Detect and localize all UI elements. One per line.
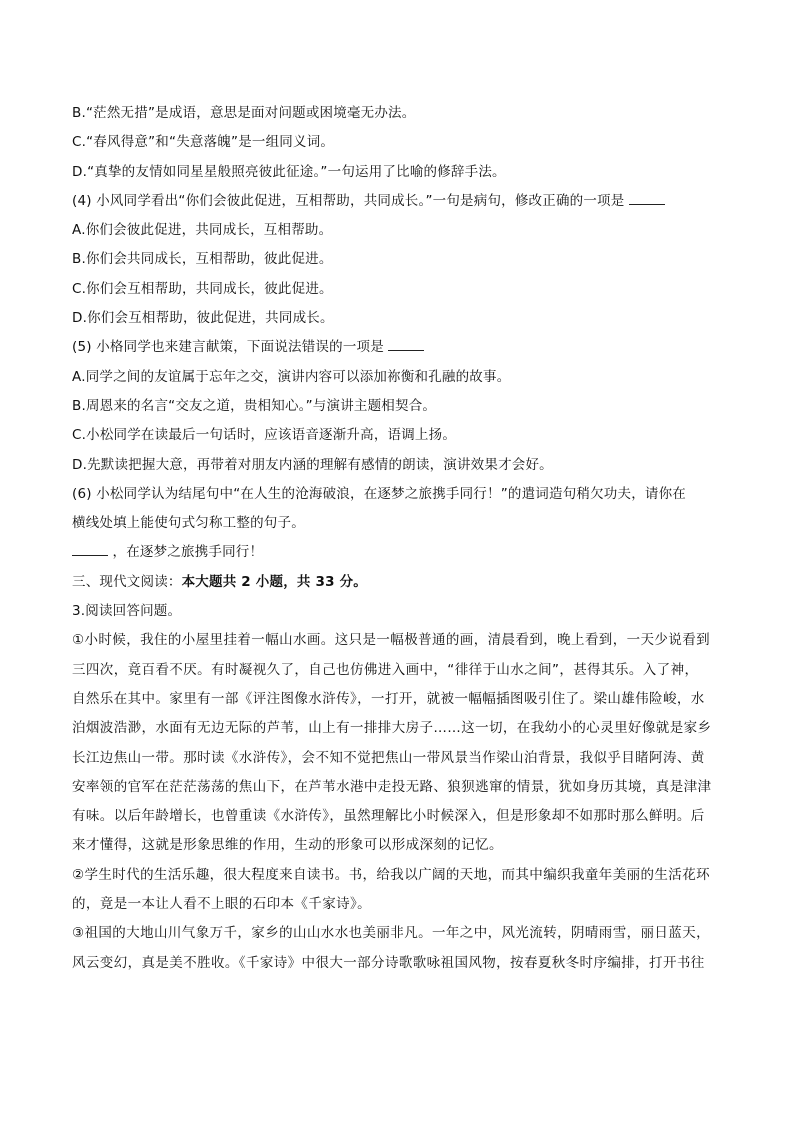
question-6-answer-line [72,538,722,567]
reading-paragraph-1 [72,626,722,860]
q4-option-c: C.你们会互相帮助，共同成长，彼此促进。 [72,280,333,297]
option-c-q3: C.“春风得意”和“失意落魄”是一组同义词。 [72,134,335,151]
question-4-text: (4) 小风同学看出“你们会彼此促进，互相帮助，共同成长。”一句是病句，修改正确的一项是 [72,192,625,209]
paragraph-line: 自然乐在其中。家里有一部《评注图像水浒传》，一打开，就被一幅幅插图吸引住了。梁山雄伟险峻，水 [72,690,705,707]
paragraph-line: 有味。以后年龄增长，也曾重读《水浒传》，虽然理解比小时候深入，但是形象却不如那时那么鲜明。后 [72,808,705,825]
q5-option-d: D.先默读把握大意，再带着对朋友内涵的理解有感情的朗读，演讲效果才会好。 [72,456,553,473]
q5-option-a: A.同学之间的友谊属于忘年之交，演讲内容可以添加祢衡和孔融的故事。 [72,368,511,385]
paragraph-line: 长江边焦山一带。那时读《水浒传》，会不知不觉把焦山一带风景当作梁山泊背景，我似乎目睹阿涛、黄 [72,749,705,766]
q4-option-d: D.你们会互相帮助，彼此促进，共同成长。 [72,310,334,327]
paragraph-line: 三四次，竟百看不厌。有时凝视久了，自己也仿佛进入画中，“徘徉于山水之间”，甚得其乐。入了神， [72,661,699,678]
q4-option-b: B.你们会共同成长，互相帮助，彼此促进。 [72,251,333,268]
paragraph-line: 安率领的官军在茫茫荡荡的焦山下，在芦苇水港中走投无路、狼狈逃窜的情景，犹如身历其境，真是津津 [72,778,712,795]
reading-paragraph-3 [72,919,722,978]
paragraph-line: ①小时候，我住的小屋里挂着一幅山水画。这只是一幅极普通的画，清晨看到，晚上看到，一天少说看到 [72,632,711,649]
question-4-stem [72,187,722,216]
question-5-stem [72,333,722,362]
option-d-q3: D.“真挚的友情如同星星般照亮彼此征途。”一句运用了比喻的修辞手法。 [72,163,506,180]
option-b-q3: B.“茫然无措”是成语，意思是面对问题或困境毫无办法。 [72,105,416,121]
answer-blank[interactable] [388,338,424,351]
paragraph-line: 泊烟波浩渺，水面有无边无际的芦苇，山上有一排排大房子……这一切，在我幼小的心灵里好像就是家乡 [72,720,712,737]
section-3-title: 三、现代文阅读： [72,573,182,590]
q5-option-b: B.周恩来的名言“交友之道，贵相知心。”与演讲主题相契合。 [72,397,437,414]
section-3-heading [72,568,722,597]
paragraph-line: 的，竟是一本让人看不上眼的石印本《千家诗》。 [72,896,372,913]
section-3-score-info: 本大题共 2 小题，共 33 分。 [181,573,367,590]
q4-option-a: A.你们会彼此促进，共同成长，互相帮助。 [72,222,333,239]
question-5-text: (5) 小格同学也来建言献策，下面说法错误的一项是 [72,339,384,356]
question-6-line2: 横线处填上能使句式匀称工整的句子。 [72,515,305,532]
question-6-line1: (6) 小松同学认为结尾句中“在人生的沧海破浪，在逐梦之旅携手同行！”的遣词造句稍欠功夫，请你在 [72,485,687,502]
paragraph-line: ②学生时代的生活乐趣，很大程度来自读书。书，给我以广阔的天地，而其中编织我童年美丽的生活花环 [72,866,711,883]
reading-paragraph-2 [72,861,722,920]
q5-option-c: C.小松同学在读最后一句话时，应该语音逐渐升高，语调上扬。 [72,427,457,444]
paragraph-line: 来才懂得，这就是形象思维的作用，生动的形象可以形成深刻的记忆。 [72,837,503,854]
reading-intro: 3.阅读回答问题。 [72,603,182,620]
paragraph-line: ③祖国的大地山川气象万千，家乡的山山水水也美丽非凡。一年之中，风光流转，阴晴雨雪，丽日蓝天， [72,925,711,942]
exam-page [72,99,722,978]
answer-tail-text: ，在逐梦之旅携手同行！ [112,544,264,561]
answer-blank[interactable] [629,192,665,205]
paragraph-line: 风云变幻，真是美不胜收。《千家诗》中很大一部分诗歌歌咏祖国风物，按春夏秋冬时序编排，打开书往 [72,954,705,971]
answer-blank[interactable] [72,543,108,556]
